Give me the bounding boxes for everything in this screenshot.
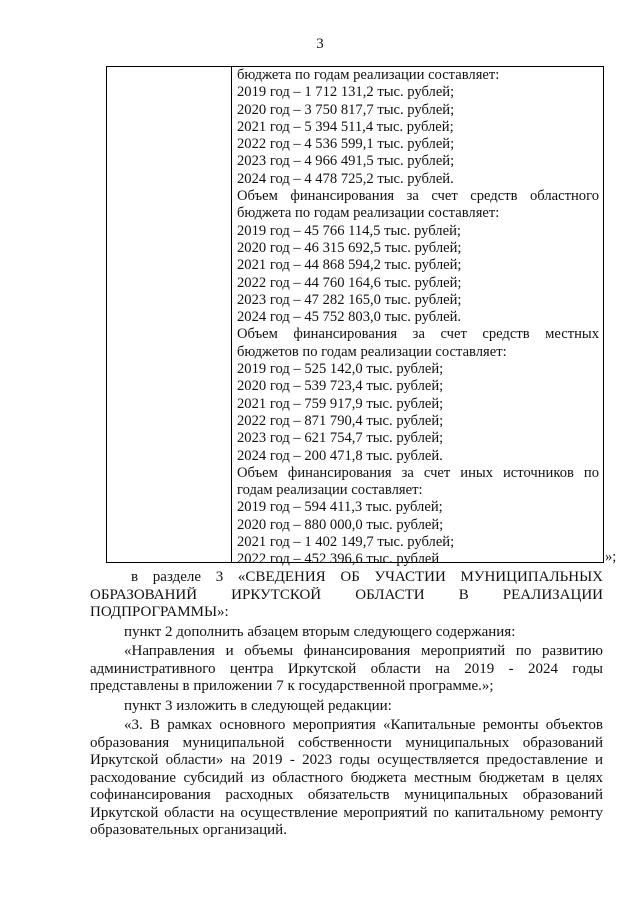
- table-line: 2024 год – 45 752 803,0 тыс. рублей.: [237, 309, 462, 326]
- table-right-cell: [237, 67, 599, 569]
- table-line: 2020 год – 46 315 692,5 тыс. рублей;: [237, 239, 462, 256]
- table-line: 2022 год – 4 536 599,1 тыс. рублей;: [237, 136, 455, 153]
- table-line: 2022 год – 452 396,6 тыс. рублей: [237, 551, 440, 568]
- table-line: 2022 год – 44 760 164,6 тыс. рублей;: [237, 274, 462, 291]
- table-line: 2020 год – 539 723,4 тыс. рублей;: [237, 378, 444, 395]
- table-line: Объем финансирования за счет иных источников по: [237, 464, 599, 481]
- table-line: 2021 год – 44 868 594,2 тыс. рублей;: [237, 257, 462, 274]
- table-line: 2023 год – 47 282 165,0 тыс. рублей;: [237, 291, 462, 308]
- table-line: годам реализации составляет:: [237, 482, 423, 499]
- table-line: 2023 год – 621 754,7 тыс. рублей;: [237, 430, 444, 447]
- table-line: 2019 год – 525 142,0 тыс. рублей;: [237, 361, 444, 378]
- paragraph-line: Иркутской области на осуществление мероприятий по капитальному ремонту: [90, 804, 603, 821]
- table-line: 2019 год – 1 712 131,2 тыс. рублей;: [237, 84, 455, 101]
- table-line: 2019 год – 594 411,3 тыс. рублей;: [237, 499, 443, 516]
- paragraph-line: образования муниципальной собственности муниципальных образований: [90, 734, 603, 751]
- table-line: 2022 год – 871 790,4 тыс. рублей;: [237, 412, 444, 429]
- table-line: 2024 год – 4 478 725,2 тыс. рублей.: [237, 170, 454, 187]
- paragraph-line: пункт 2 дополнить абзацем вторым следующего содержания:: [124, 623, 516, 640]
- paragraph-line: Иркутской области» на 2019 - 2023 годы осуществляется предоставление и: [90, 752, 603, 768]
- paragraph-line: пункт 3 изложить в следующей редакции:: [124, 697, 392, 714]
- paragraph-line: представлены в приложении 7 к государственной программе.»;: [90, 678, 494, 694]
- section-heading-line: в разделе 3 «СВЕДЕНИЯ ОБ УЧАСТИИ МУНИЦИПАЛЬНЫХ: [131, 569, 603, 585]
- document-body: [90, 569, 603, 840]
- table-line: бюджетов по годам реализации составляет:: [237, 343, 507, 360]
- table-line: 2021 год – 759 917,9 тыс. рублей;: [237, 395, 444, 412]
- table-line: 2021 год – 1 402 149,7 тыс. рублей;: [237, 534, 455, 551]
- table-line: Объем финансирования за счет средств областного: [237, 188, 599, 205]
- table-line: бюджета по годам реализации составляет:: [237, 67, 500, 83]
- paragraph-line: софинансирования расходных обязательств муниципальных образований: [90, 787, 603, 803]
- paragraph-line: расходование субсидий из областного бюджета местным бюджетам в целях: [90, 769, 603, 786]
- table-line: бюджета по годам реализации составляет:: [237, 205, 500, 222]
- paragraph-line: «3. В рамках основного мероприятия «Капитальные ремонты объектов: [124, 717, 603, 733]
- section-heading-line: ОБРАЗОВАНИЙ ИРКУТСКОЙ ОБЛАСТИ В РЕАЛИЗАЦИИ: [90, 586, 603, 603]
- section-heading-line: ПОДПРОГРАММЫ»:: [90, 604, 229, 620]
- table-line: 2021 год – 5 394 511,4 тыс. рублей;: [237, 118, 454, 135]
- paragraph-line: образовательных организаций.: [90, 822, 287, 838]
- financing-table: [106, 66, 604, 568]
- page-number: 3: [316, 36, 324, 52]
- table-closing-quote: »;: [605, 549, 617, 565]
- table-line: 2024 год – 200 471,8 тыс. рублей.: [237, 447, 443, 464]
- table-line: 2020 год – 880 000,0 тыс. рублей;: [237, 516, 444, 533]
- paragraph-line: «Направления и объемы финансирования мероприятий по развитию: [124, 643, 603, 659]
- table-column-divider: [231, 67, 232, 562]
- table-line: Объем финансирования за счет средств местных: [237, 326, 599, 343]
- paragraph-line: административного центра Иркутской области на 2019 - 2024 годы: [90, 660, 603, 677]
- table-line: 2023 год – 4 966 491,5 тыс. рублей;: [237, 153, 455, 170]
- table-line: 2020 год – 3 750 817,7 тыс. рублей;: [237, 101, 455, 118]
- table-line: 2019 год – 45 766 114,5 тыс. рублей;: [237, 222, 461, 239]
